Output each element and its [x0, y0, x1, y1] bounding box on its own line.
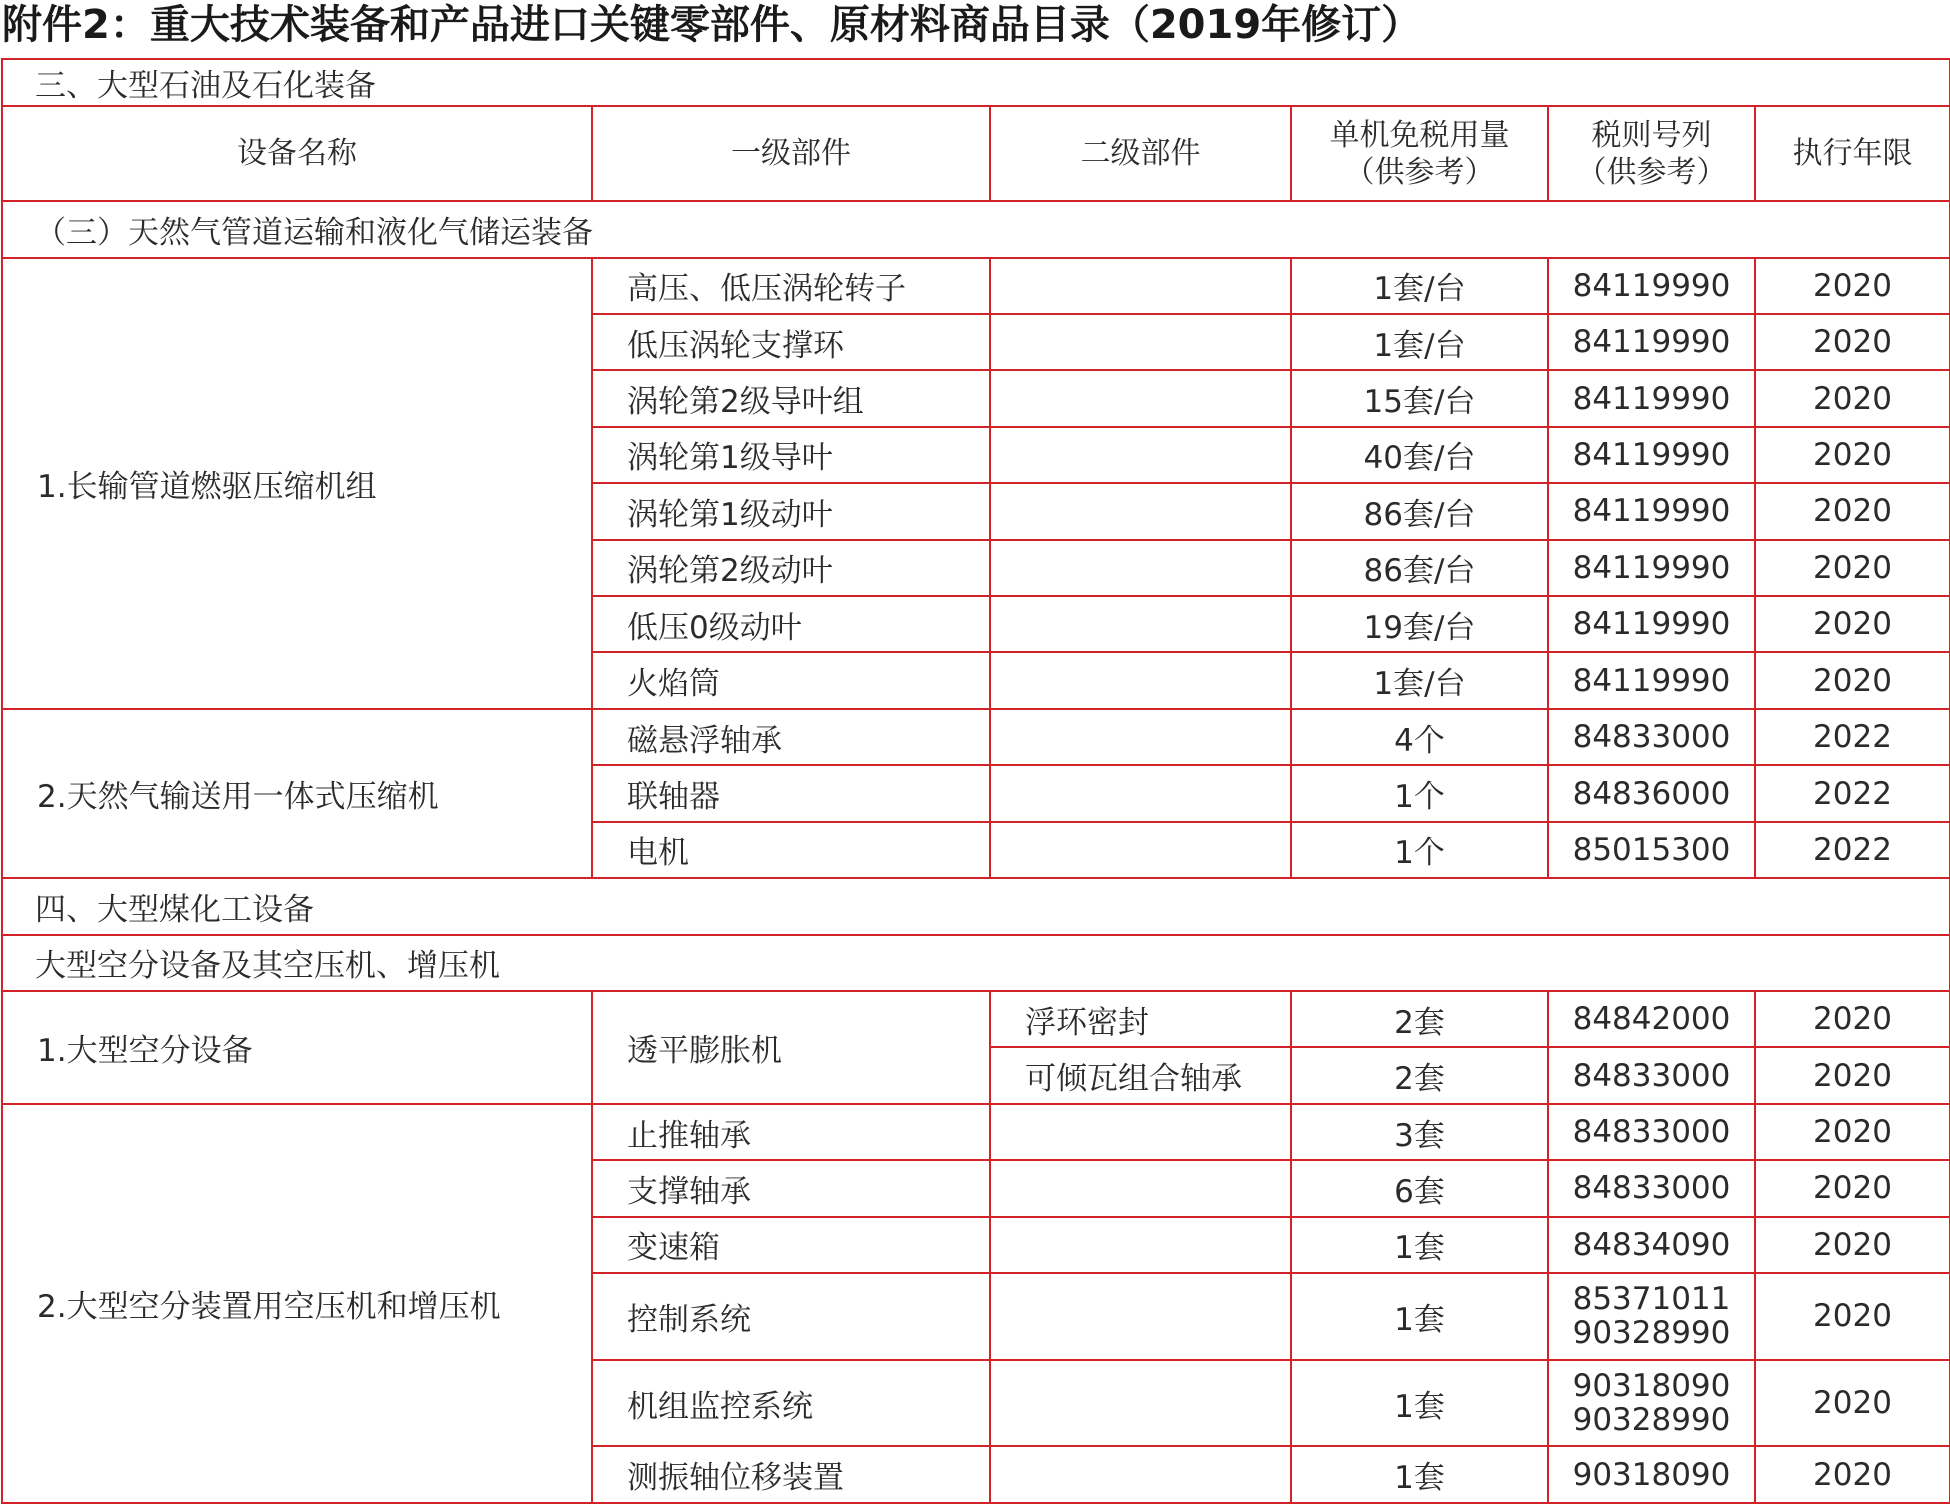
period: 2020 — [1755, 258, 1950, 314]
document-title: 附件2：重大技术装备和产品进口关键零部件、原材料商品目录（2019年修订） — [2, 2, 1422, 48]
level1-part: 电机 — [592, 822, 990, 878]
quantity: 1套/台 — [1291, 314, 1548, 370]
level1-part: 涡轮第1级动叶 — [592, 483, 990, 539]
quantity: 1个 — [1291, 765, 1548, 821]
header-level1: 一级部件 — [592, 106, 990, 201]
period: 2022 — [1755, 822, 1950, 878]
tariff-code: 84119990 — [1548, 314, 1755, 370]
tariff-code-line2: 90328990 — [1572, 1402, 1731, 1439]
table-row — [2, 1104, 1950, 1160]
tariff-code-line2: 90328990 — [1572, 1315, 1731, 1352]
level1-part: 止推轴承 — [592, 1104, 990, 1160]
tariff-code: 84842000 — [1548, 991, 1755, 1047]
quantity: 1个 — [1291, 822, 1548, 878]
quantity: 86套/台 — [1291, 483, 1548, 539]
quantity: 40套/台 — [1291, 427, 1548, 483]
period: 2020 — [1755, 1160, 1950, 1216]
period: 2020 — [1755, 1104, 1950, 1160]
quantity: 19套/台 — [1291, 596, 1548, 652]
tariff-code: 84119990 — [1548, 652, 1755, 708]
level2-part — [990, 1273, 1291, 1360]
level2-part — [990, 370, 1291, 426]
period: 2022 — [1755, 709, 1950, 765]
level1-part: 机组监控系统 — [592, 1360, 990, 1447]
tariff-code: 84833000 — [1548, 709, 1755, 765]
quantity: 1套 — [1291, 1273, 1548, 1360]
period: 2020 — [1755, 1360, 1950, 1447]
level1-part: 测振轴位移装置 — [592, 1446, 990, 1503]
level2-part — [990, 540, 1291, 596]
period: 2020 — [1755, 314, 1950, 370]
tariff-code-line1: 90318090 — [1572, 1368, 1731, 1405]
level2-part — [990, 1446, 1291, 1503]
tariff-code: 84836000 — [1548, 765, 1755, 821]
header-tariff-line1: 税则号列 — [1591, 117, 1712, 153]
level2-part — [990, 652, 1291, 708]
level1-part: 磁悬浮轴承 — [592, 709, 990, 765]
level2-part — [990, 258, 1291, 314]
quantity: 4个 — [1291, 709, 1548, 765]
header-row — [2, 106, 1950, 201]
tariff-code: 85015300 — [1548, 822, 1755, 878]
period: 2020 — [1755, 370, 1950, 426]
quantity: 1套/台 — [1291, 258, 1548, 314]
period: 2020 — [1755, 483, 1950, 539]
tariff-code: 84834090 — [1548, 1217, 1755, 1273]
level2-part — [990, 1160, 1291, 1216]
tariff-code: 90318090 — [1548, 1446, 1755, 1503]
level1-part: 低压0级动叶 — [592, 596, 990, 652]
period: 2020 — [1755, 427, 1950, 483]
level1-part: 高压、低压涡轮转子 — [592, 258, 990, 314]
subsection-row — [2, 201, 1950, 257]
level2-part — [990, 709, 1291, 765]
quantity: 1套 — [1291, 1446, 1548, 1503]
tariff-code: 84833000 — [1548, 1104, 1755, 1160]
quantity: 6套 — [1291, 1160, 1548, 1216]
tariff-code: 84119990 — [1548, 427, 1755, 483]
level1-part: 控制系统 — [592, 1273, 990, 1360]
quantity: 3套 — [1291, 1104, 1548, 1160]
tariff-code: 84119990 — [1548, 483, 1755, 539]
period: 2022 — [1755, 765, 1950, 821]
period: 2020 — [1755, 1273, 1950, 1360]
level1-part: 涡轮第2级动叶 — [592, 540, 990, 596]
period: 2020 — [1755, 540, 1950, 596]
level2-part — [990, 596, 1291, 652]
level2-part — [990, 427, 1291, 483]
period: 2020 — [1755, 991, 1950, 1047]
section-heading: 三、大型石油及石化装备 — [2, 59, 1950, 106]
quantity: 2套 — [1291, 1047, 1548, 1103]
level2-part — [990, 765, 1291, 821]
table-row — [2, 709, 1950, 765]
quantity: 86套/台 — [1291, 540, 1548, 596]
level2-part — [990, 1104, 1291, 1160]
level2-part — [990, 314, 1291, 370]
catalog-table — [1, 58, 1950, 1504]
quantity: 1套 — [1291, 1217, 1548, 1273]
level1-part: 变速箱 — [592, 1217, 990, 1273]
header-quantity-line1: 单机免税用量 — [1329, 117, 1510, 153]
section-heading: 四、大型煤化工设备 — [2, 878, 1950, 934]
level2-part — [990, 483, 1291, 539]
level1-part: 涡轮第2级导叶组 — [592, 370, 990, 426]
period: 2020 — [1755, 596, 1950, 652]
level2-part: 浮环密封 — [990, 991, 1291, 1047]
period: 2020 — [1755, 1047, 1950, 1103]
section-row — [2, 878, 1950, 934]
tariff-code-line1: 85371011 — [1572, 1281, 1731, 1318]
device-name: 2.大型空分装置用空压机和增压机 — [2, 1104, 592, 1503]
level1-part: 涡轮第1级导叶 — [592, 427, 990, 483]
header-tariff-line2: （供参考） — [1576, 154, 1727, 190]
quantity: 1套 — [1291, 1360, 1548, 1447]
header-tariff — [1548, 106, 1755, 201]
section-row — [2, 59, 1950, 106]
device-name: 2.天然气输送用一体式压缩机 — [2, 709, 592, 878]
quantity: 1套/台 — [1291, 652, 1548, 708]
level2-part — [990, 1217, 1291, 1273]
header-level2: 二级部件 — [990, 106, 1291, 201]
level2-part — [990, 1360, 1291, 1447]
period: 2020 — [1755, 1446, 1950, 1503]
level1-part: 联轴器 — [592, 765, 990, 821]
tariff-code — [1548, 1273, 1755, 1360]
subsection-row — [2, 935, 1950, 991]
device-name: 1.大型空分设备 — [2, 991, 592, 1104]
level2-part — [990, 822, 1291, 878]
table-row — [2, 258, 1950, 314]
header-period: 执行年限 — [1755, 106, 1950, 201]
tariff-code: 84833000 — [1548, 1047, 1755, 1103]
quantity: 15套/台 — [1291, 370, 1548, 426]
level1-part: 火焰筒 — [592, 652, 990, 708]
level1-part: 透平膨胀机 — [592, 991, 990, 1104]
header-quantity — [1291, 106, 1548, 201]
tariff-code: 84119990 — [1548, 258, 1755, 314]
tariff-code: 84119990 — [1548, 540, 1755, 596]
tariff-code: 84119990 — [1548, 596, 1755, 652]
header-device-name: 设备名称 — [2, 106, 592, 201]
quantity: 2套 — [1291, 991, 1548, 1047]
tariff-code: 84119990 — [1548, 370, 1755, 426]
device-name: 1.长输管道燃驱压缩机组 — [2, 258, 592, 709]
table-row — [2, 991, 1950, 1047]
tariff-code: 84833000 — [1548, 1160, 1755, 1216]
subsection-heading: （三）天然气管道运输和液化气储运装备 — [2, 201, 1950, 257]
level1-part: 支撑轴承 — [592, 1160, 990, 1216]
level2-part: 可倾瓦组合轴承 — [990, 1047, 1291, 1103]
tariff-code — [1548, 1360, 1755, 1447]
level1-part: 低压涡轮支撑环 — [592, 314, 990, 370]
period: 2020 — [1755, 1217, 1950, 1273]
period: 2020 — [1755, 652, 1950, 708]
header-quantity-line2: （供参考） — [1344, 154, 1495, 190]
subsection-heading: 大型空分设备及其空压机、增压机 — [2, 935, 1950, 991]
